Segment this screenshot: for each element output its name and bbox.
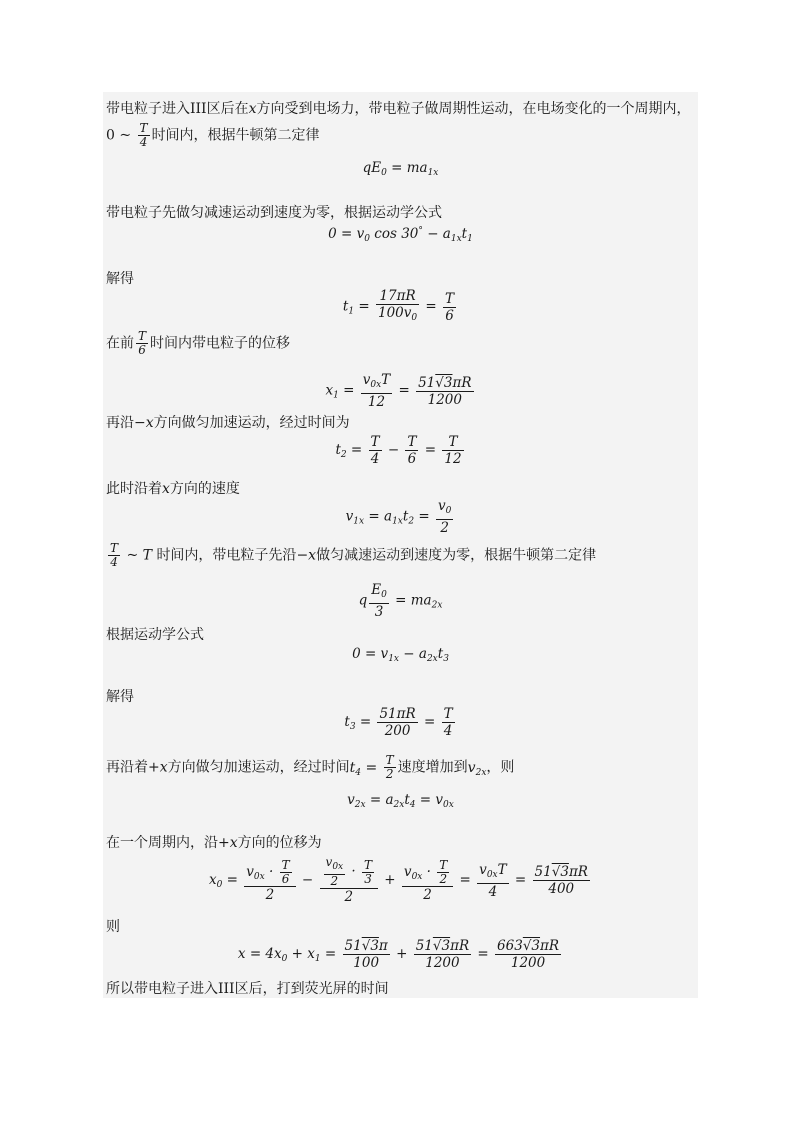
text-run: 时间内带电粒子的位移 [150, 335, 291, 352]
text-run: ，则 [486, 759, 515, 776]
paragraph-line: 0 ~ $\frac{T}{4}$ 时间内，根据牛顿第二定律 [106, 121, 320, 149]
paragraph-line: 带电粒子进入III区后在x方向受到电场力，带电粒子做周期性运动，在电场变化的一个周期内， [106, 101, 691, 117]
text-run: 方向的速度 [169, 481, 240, 497]
document-page [103, 92, 698, 998]
text-run: 再沿着 [106, 759, 148, 776]
paragraph-line: 在前 $\frac{T}{6}$ 时间内带电粒子的位移 [106, 329, 291, 357]
paragraph-line [106, 980, 389, 998]
equation: $qE_0 = ma_{1x}$ [362, 160, 439, 178]
equation: q $\frac{E_0}{3}$ = $ma_{2x}$ [358, 582, 443, 620]
paragraph-line: 在一个周期内，沿+x方向的位移为 [106, 835, 322, 851]
text-run: 所以带电粒子进入III区后，打到荧光屏的时间 [106, 981, 389, 997]
text-run: 根据运动学公式 [106, 627, 204, 643]
equation: $v_{1x} = a_{1x}t_2$ = $\frac{v_0}{2}$ [345, 498, 452, 536]
text-run: 时间内，带电粒子先沿 [156, 547, 297, 564]
text-run: 再沿 [106, 415, 134, 431]
equation: $t_1$ = $\frac{17\pi R}{100v_0}$ = $\frac{T}{6}$ [342, 288, 455, 324]
text-run: 做匀减速运动到速度为零，根据牛顿第二定律 [316, 547, 597, 564]
paragraph-line: 再沿着+x方向做匀加速运动，经过时间$t_4$ = $\frac{T}{2}$ 速度增加到$v_{2x}$，则 [106, 753, 515, 781]
text-run: 此时沿着 [106, 481, 162, 497]
equation: $t_2$ = $\frac{T}{4}$ − $\frac{T}{6}$ = $\frac{T}{12}$ [335, 434, 462, 467]
text-run: 速度增加到 [397, 759, 468, 776]
equation: $x_0$ = $v_{0x}$ · $\frac{T}{6}$ 2 − $\frac{v_{0x}}{2}$ · $\frac{T}{3}$ 2 + $v_{0x}$ · $\frac{T}{2}$ 2 = $\frac{v_{0x}T}{4}$ = $\frac{51√3\pi R}{400}$ [209, 855, 588, 905]
text-run: 带电粒子先做匀减速运动到速度为零，根据运动学公式 [106, 205, 442, 221]
text-run: 方向的位移为 [237, 835, 322, 851]
text-run: 则 [106, 919, 120, 935]
paragraph-line [106, 626, 204, 644]
text-run: 在一个周期内，沿 [106, 835, 218, 851]
text-run: 带电粒子进入III区后在 [106, 101, 249, 117]
text-run: 在前 [106, 335, 134, 352]
equation: $t_3$ = $\frac{51\pi R}{200}$ = $\frac{T}{4}$ [344, 706, 453, 739]
text-run: 解得 [106, 271, 134, 287]
paragraph-line [106, 688, 134, 706]
equation: $x = 4x_0 + x_1$ = $\frac{51√3\pi}{100}$ + $\frac{51√3\pi R}{1200}$ = $\frac{663√3\pi R}{1200}$ [237, 938, 560, 971]
paragraph-line: 再沿−x方向做匀加速运动，经过时间为 [106, 415, 350, 431]
equation: $x_1$ = $\frac{v_{0x}T}{12}$ = $\frac{51√3\pi R}{1200}$ [325, 372, 472, 410]
paragraph-line [106, 918, 120, 936]
paragraph-line: 此时沿着x方向的速度 [106, 481, 240, 497]
text-run: 方向做匀加速运动，经过时间为 [153, 415, 350, 431]
equation: $0 = v_{1x} - a_{2x}t_3$ [352, 646, 449, 664]
text-run: 解得 [106, 689, 134, 705]
text-run: 时间内，根据牛顿第二定律 [151, 127, 320, 144]
text-run: 方向受到电场力，带电粒子做周期性运动，在电场变化的一个周期内， [256, 101, 691, 117]
paragraph-line: $\frac{T}{4}$ ~ T 时间内，带电粒子先沿−x做匀减速运动到速度为零，根据牛顿第二定律 [110, 541, 597, 569]
paragraph-line [106, 204, 442, 222]
equation: $v_{2x} = a_{2x}t_4 = v_{0x}$ [347, 792, 454, 810]
text-run: 方向做匀加速运动，经过时间 [167, 759, 350, 776]
equation: $0 = v_0$ $\cos 30^\circ - a_{1x}t_1$ [328, 226, 473, 244]
paragraph-line [106, 270, 134, 288]
